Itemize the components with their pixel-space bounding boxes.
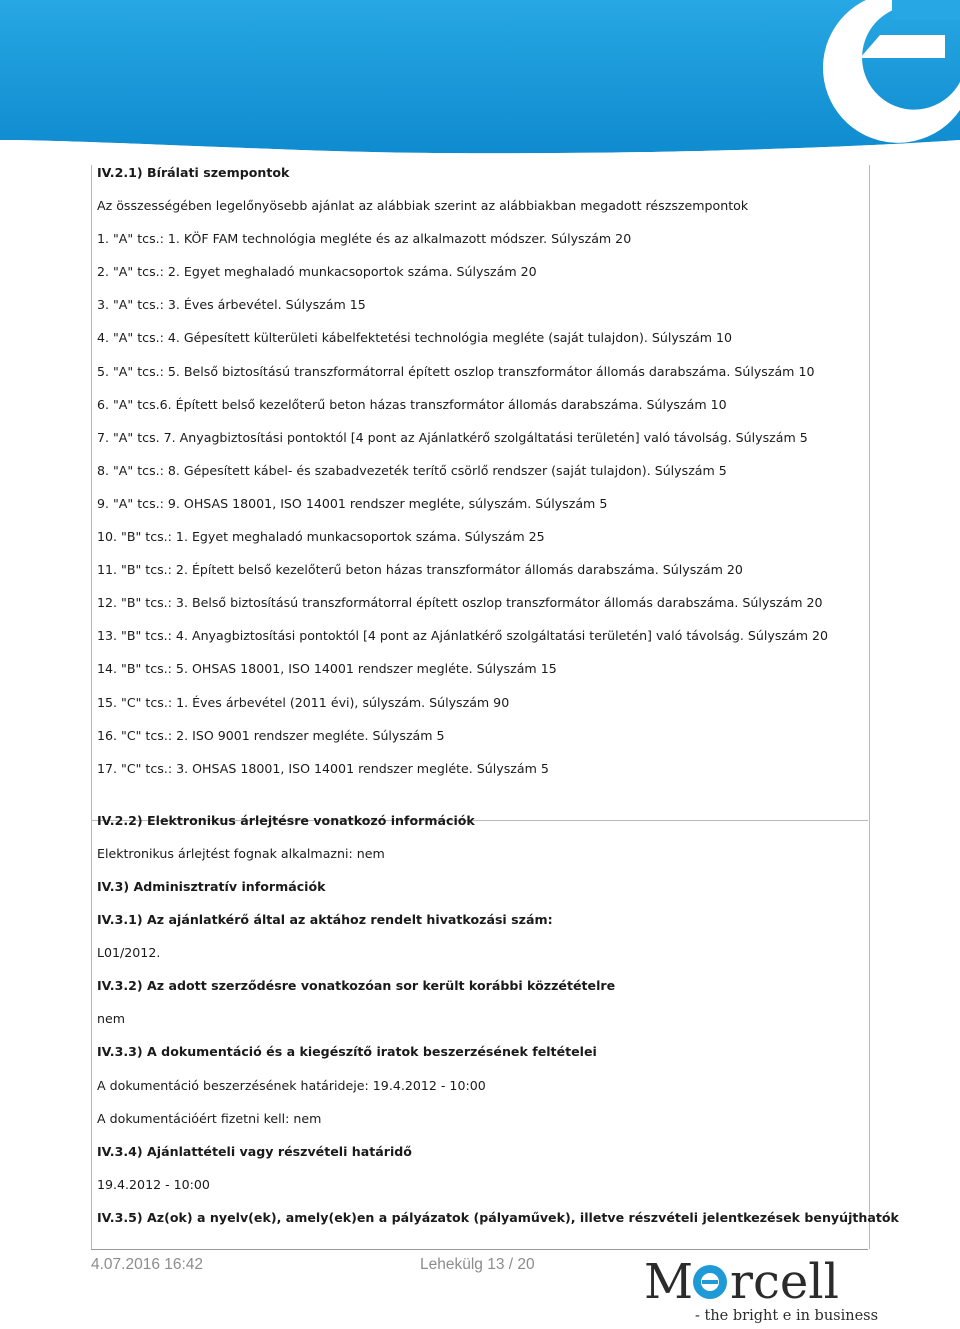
criteria-item: 3. "A" tcs.: 3. Éves árbevétel. Súlyszám 15 — [97, 297, 366, 313]
criteria-item: 1. "A" tcs.: 1. KÖF FAM technológia megléte és az alkalmazott módszer. Súlyszám 20 — [97, 231, 632, 247]
prior-publication-value: nem — [97, 1011, 125, 1027]
marcell-logo — [640, 1252, 879, 1328]
section-heading-languages: IV.3.5) Az(ok) a nyelv(ek), amely(ek)en a pályázatok (pályaművek), illetve részvételi jelentkezések benyújthatók — [97, 1209, 899, 1225]
section-heading-reference-number: IV.3.1) Az ajánlatkérő által az aktához rendelt hivatkozási szám: — [97, 912, 553, 928]
documentation-payment: A dokumentációért fizetni kell: nem — [97, 1110, 322, 1126]
section-heading-tender-deadline: IV.3.4) Ajánlattételi vagy részvételi határidő — [97, 1143, 412, 1159]
svg-text:rcell: rcell — [730, 1254, 839, 1310]
section-heading-documentation: IV.3.3) A dokumentáció és a kiegészítő iratok beszerzésének feltételei — [97, 1044, 597, 1060]
spacer — [97, 791, 857, 810]
criteria-item: 12. "B" tcs.: 3. Belső biztosítású transzformátorral épített oszlop transzformátor állomás darabszáma. Súlyszám 20 — [97, 595, 823, 611]
logo-tagline: - the bright e in business — [695, 1308, 879, 1324]
criteria-item: 17. "C" tcs.: 3. OHSAS 18001, ISO 14001 rendszer megléte. Súlyszám 5 — [97, 760, 549, 776]
section-heading-criteria: IV.2.1) Bírálati szempontok — [97, 165, 290, 180]
footer-divider — [91, 1249, 868, 1250]
criteria-item: 15. "C" tcs.: 1. Éves árbevétel (2011 évi), súlyszám. Súlyszám 90 — [97, 694, 510, 710]
criteria-item: 2. "A" tcs.: 2. Egyet meghaladó munkacsoportok száma. Súlyszám 20 — [97, 264, 537, 280]
reference-number-value: L01/2012. — [97, 945, 161, 961]
svg-text:M: M — [644, 1254, 694, 1310]
criteria-item: 4. "A" tcs.: 4. Gépesített külterületi kábelfektetési technológia megléte (saját tulajdon). Súlyszám 10 — [97, 330, 732, 346]
footer-date: 4.07.2016 16:42 — [91, 1256, 204, 1273]
section-heading-prior-publication: IV.3.2) Az adott szerződésre vonatkozóan sor került korábbi közzétételre — [97, 978, 616, 994]
criteria-item: 7. "A" tcs. 7. Anyagbiztosítási pontoktól [4 pont az Ajánlatkérő szolgáltatási területén] való távolság. Súlyszám 5 — [97, 429, 808, 445]
criteria-item: 14. "B" tcs.: 5. OHSAS 18001, ISO 14001 rendszer megléte. Súlyszám 15 — [97, 661, 557, 677]
criteria-item: 16. "C" tcs.: 2. ISO 9001 rendszer megléte. Súlyszám 5 — [97, 727, 445, 743]
section-heading-electronic-auction: IV.2.2) Elektronikus árlejtésre vonatkozó információk — [97, 812, 475, 828]
section-heading-administrative: IV.3) Adminisztratív információk — [97, 878, 326, 894]
criteria-item: 10. "B" tcs.: 1. Egyet meghaladó munkacsoportok száma. Súlyszám 25 — [97, 529, 545, 545]
criteria-item: 5. "A" tcs.: 5. Belső biztosítású transzformátorral épített oszlop transzformátor állomás darabszáma. Súlyszám 10 — [97, 363, 815, 379]
criteria-item: 13. "B" tcs.: 4. Anyagbiztosítási pontoktól [4 pont az Ajánlatkérő szolgáltatási területén] való távolság. Súlyszám 20 — [97, 628, 829, 644]
criteria-item: 11. "B" tcs.: 2. Épített belső kezelőterű beton házas transzformátor állomás darabszáma. Súlyszám 20 — [97, 562, 743, 578]
header-band — [0, 0, 960, 165]
electronic-auction-value: Elektronikus árlejtést fognak alkalmazni: nem — [97, 845, 385, 861]
criteria-item: 8. "A" tcs.: 8. Gépesített kábel- és szabadvezeték terítő csörlő rendszer (saját tulajdon). Súlyszám 5 — [97, 462, 727, 478]
criteria-intro: Az összességében legelőnyösebb ajánlat az alábbiak szerint az alábbiakban megadott részszempontok — [97, 198, 749, 214]
documentation-deadline: A dokumentáció beszerzésének határideje: 19.4.2012 - 10:00 — [97, 1077, 486, 1093]
tender-deadline-value: 19.4.2012 - 10:00 — [97, 1176, 210, 1192]
criteria-item: 9. "A" tcs.: 9. OHSAS 18001, ISO 14001 rendszer megléte, súlyszám. Súlyszám 5 — [97, 495, 608, 511]
document-body — [97, 162, 899, 1240]
footer-page-number: Lehekülg 13 / 20 — [420, 1256, 535, 1273]
criteria-item: 6. "A" tcs.6. Épített belső kezelőterű beton házas transzformátor állomás darabszáma. Súlyszám 10 — [97, 396, 727, 412]
